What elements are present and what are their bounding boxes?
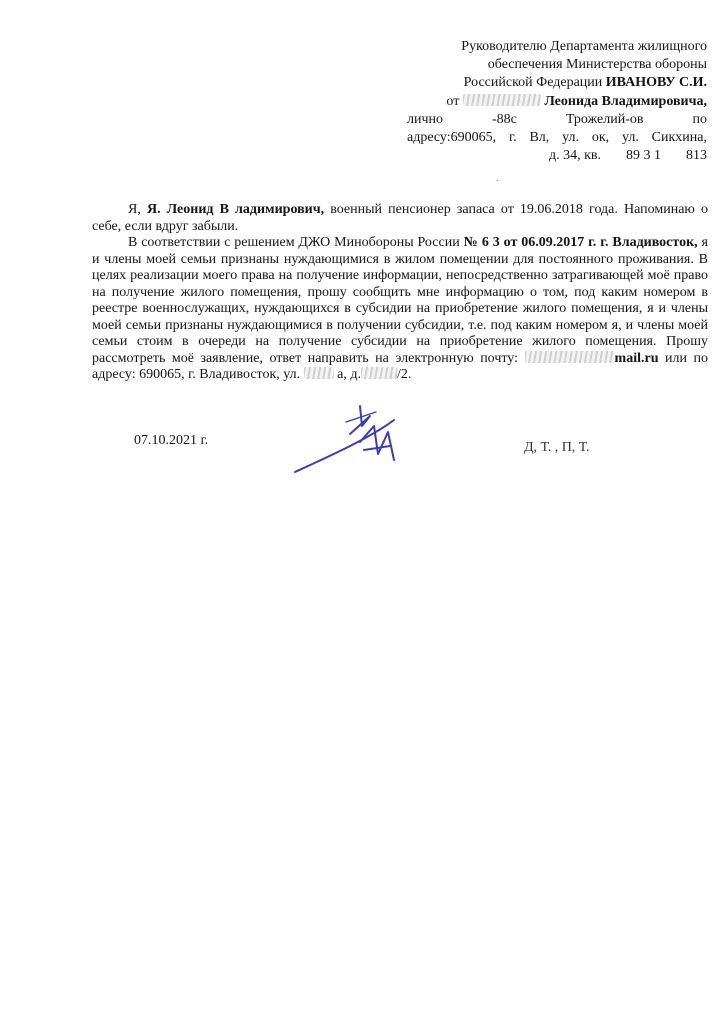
paragraph-request: [92, 235, 708, 384]
letter-date: 07.10.2021 г.: [134, 433, 209, 448]
sender-name: Леонида Владимировича,: [544, 93, 707, 109]
decision-reference: № 6 3 от 06.09.2017 г. г. Владивосток,: [463, 235, 698, 250]
sender-line: [407, 93, 707, 111]
address-phone: 89 3 1: [626, 148, 661, 164]
applicant-name: Я. Леонид В ладимирович,: [146, 202, 325, 217]
sender-address-line-2: [407, 147, 707, 165]
request-address: или по адресу: 690065, г. Владивосток, ул.: [92, 350, 709, 382]
addressee-block: [407, 38, 707, 165]
intro-rest: военный пенсионер запаса от 19.06.2018 года. Напоминаю о себе, если вдруг забыли.: [92, 202, 709, 234]
signer-initials: Д, Т. , П, Т.: [524, 440, 590, 455]
paragraph-intro: [92, 202, 708, 235]
addressee-org: Российской Федерации: [463, 75, 603, 91]
address-phone-end: 813: [686, 148, 707, 164]
signature-stroke-main: [295, 420, 394, 472]
sender-personal-line: лично -88с Трожелий-ов по: [407, 111, 707, 127]
stray-dot: ·: [496, 176, 500, 187]
request-house-2: /2.: [396, 367, 412, 382]
email-domain: mail.ru: [614, 350, 659, 366]
redacted-street: [304, 367, 334, 379]
addressee-line-1: Руководителю Департамента жилищного: [461, 39, 707, 54]
request-text: я и члены моей семьи признаны нуждающимися в жилом помещении для постоянного проживания. В целях реализации моего права на получение информации, непосредственно затрагивающей моё право на получение жилого помещения, прошу сообщить мне информацию о том, под каким номером в реестре военнослужащих, нуждающихся в субсидии на приобретение жилого помещения, я и члены моей семьи признаны нуждающимися в получении субсидии, т.е. под каким номером я, и члены моей семьи стоим в очереди на получение субсидии на приобретение жилого помещения. Прошу рассмотреть моё заявление, ответ направить на электронную почту:: [92, 235, 708, 366]
signature-image: [290, 398, 420, 478]
addressee-line-2: обеспечения Министерства обороны: [487, 57, 707, 73]
redacted-email: [525, 351, 615, 363]
request-start: В соответствии с решением ДЖО Минобороны России: [128, 235, 460, 250]
intro-start: Я,: [128, 202, 141, 217]
redacted-house: [361, 367, 397, 379]
request-house: д.: [350, 367, 361, 382]
addressee-line-3: [407, 74, 707, 92]
redacted-surname: [463, 94, 541, 106]
address-house: д. 34, кв.: [548, 148, 601, 164]
request-address-2: а,: [337, 367, 347, 382]
addressee-name: ИВАНОВУ С.И.: [605, 75, 707, 91]
letter-body: [92, 202, 708, 384]
sender-address-line: адресу:690065, г. Вл, ул. ок, ул. Сикхина,: [407, 130, 707, 146]
sender-from: от: [446, 93, 460, 109]
